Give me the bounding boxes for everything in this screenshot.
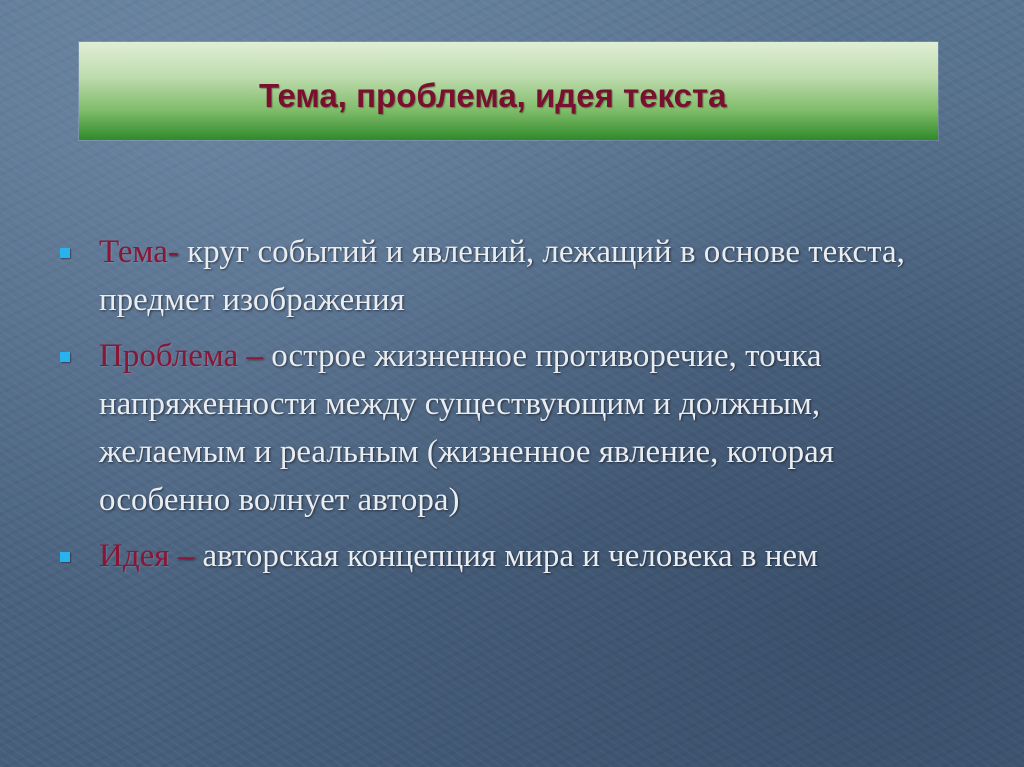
- bullet-definition: авторская концепция мира и человека в нем: [194, 538, 818, 574]
- bullet-definition: круг событий и явлений, лежащий в основе текста, предмет изображения: [99, 234, 905, 318]
- square-bullet-icon: [60, 552, 70, 562]
- bullet-item-problema: [57, 332, 967, 524]
- bullet-definition: острое жизненное противоречие, точка напряженности между существующим и должным, желаемым и реальным (жизненное явление, которая особенно волнует автора): [99, 338, 834, 518]
- slide-title: Тема, проблема, идея текста: [259, 77, 727, 114]
- square-bullet-icon: [60, 352, 70, 362]
- bullet-list: [57, 228, 967, 588]
- bullet-separator: –: [169, 538, 195, 574]
- bullet-separator: -: [167, 234, 179, 270]
- bullet-term: Проблема: [99, 338, 239, 374]
- bullet-separator: –: [238, 338, 263, 374]
- bullet-term: Идея: [99, 538, 170, 574]
- bullet-term: Тема: [99, 234, 168, 270]
- square-bullet-icon: [60, 248, 70, 258]
- bullet-item-tema: [57, 228, 967, 324]
- bullet-item-ideya: [57, 532, 967, 580]
